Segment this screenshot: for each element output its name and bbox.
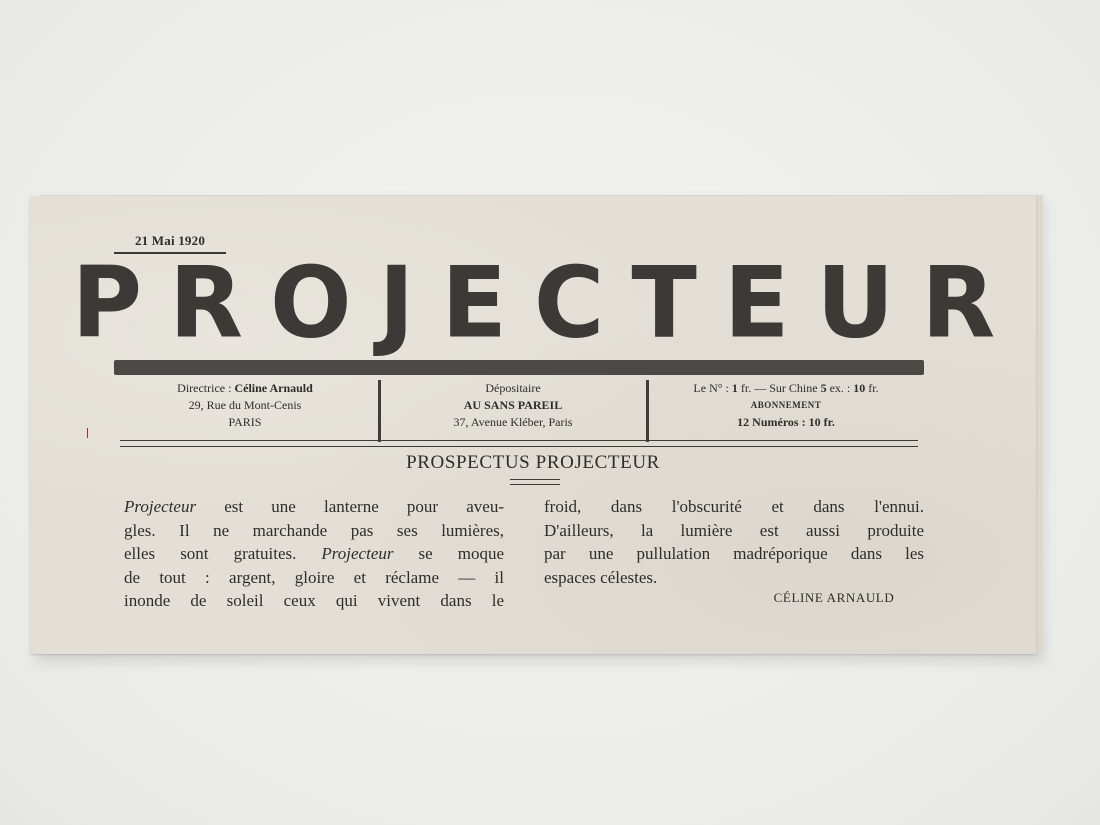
body-line: gles. Il ne marchande pas ses lumières, [124,520,504,540]
body-text: elles sont gratuites. [124,544,322,563]
body-text: est une lanterne pour aveu- [196,497,504,516]
body-line [124,542,504,566]
price-number: 1 [731,381,738,395]
masthead-rule [114,360,924,375]
body-right-column [544,495,924,589]
body-line: espaces célestes. [544,567,658,587]
depositary-label: Dépositaire [485,381,541,395]
director-name: Céline Arnauld [234,381,313,395]
subscription-line [648,414,924,431]
subscription-text: Numéros : [749,415,809,429]
subscription-text: fr. [820,415,835,429]
director-label: Directrice : [177,381,235,395]
price-number: 10 [853,381,866,395]
body-line: de tout : argent, gloire et réclame — il [124,567,504,587]
italic-word: Projecteur [321,544,394,563]
director-block [114,380,376,442]
depositary-name: AU SANS PAREIL [463,398,563,412]
director-line [114,380,376,397]
subscription-number: 10 [808,415,821,429]
body-line: D'ailleurs, la lumière est aussi produite [544,520,924,540]
body-line: inonde de soleil ceux qui vivent dans le [124,591,504,610]
body-left-column [124,495,504,613]
prospectus-title: PROSPECTUS PROJECTEUR [406,452,660,473]
depositary-address: 37, Avenue Kléber, Paris [453,415,573,429]
column-divider [378,380,381,442]
info-row [114,380,924,442]
price-number: 5 [820,381,827,395]
price-text: fr. — Sur Chine [737,381,821,395]
price-line [648,380,924,397]
subscription-number: 12 [737,415,750,429]
masthead-title: PROJECTEUR [71,245,1023,361]
subscription-label: ABONNEMENT [750,400,822,410]
price-text: Le N° : [693,381,732,395]
price-text: fr. [865,381,879,395]
red-mark [87,428,88,438]
signature: CÉLINE ARNAULD [773,590,895,605]
info-double-rule [120,440,918,447]
body-line [124,495,504,519]
depositary-block [382,380,644,442]
body-text: se moque [393,544,504,563]
price-text: ex. : [826,381,854,395]
italic-word: Projecteur [124,497,197,516]
director-address: 29, Rue du Mont-Cenis [188,398,302,412]
title-ornament-rule [510,479,560,485]
body-line: froid, dans l'obscurité et dans l'ennui. [544,497,924,516]
issue-date: 21 Mai 1920 [134,233,206,248]
newspaper-sheet [30,196,1036,654]
price-block [648,380,924,442]
body-line: par une pullulation madréporique dans les [544,544,924,563]
director-city: PARIS [228,415,262,429]
